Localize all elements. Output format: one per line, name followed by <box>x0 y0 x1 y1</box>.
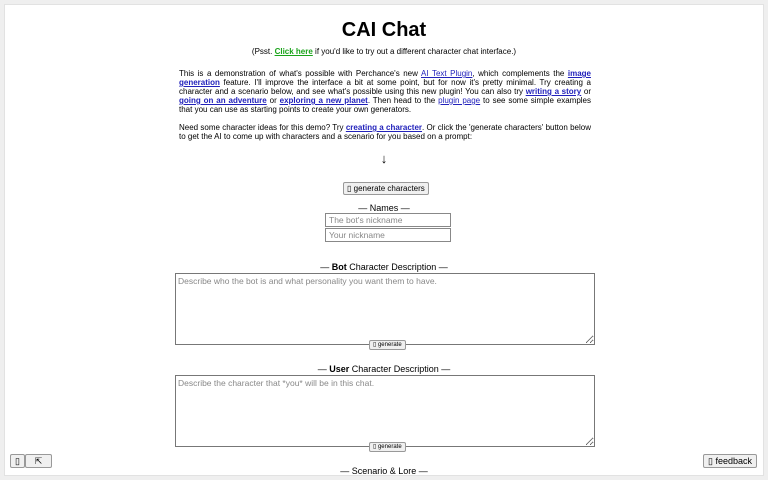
intro-text-segment: This is a demonstration of what's possible with Perchance's new <box>179 69 421 78</box>
user-nickname-input[interactable] <box>325 228 451 242</box>
going-on-an-adventure-link[interactable]: going on an adventure <box>179 96 267 105</box>
creating-a-character-link[interactable]: creating a character <box>345 123 423 132</box>
bot-nickname-input[interactable] <box>325 213 451 227</box>
intro-paragraph-1 <box>179 69 591 114</box>
scenario-lore-label: — Scenario & Lore — <box>340 466 428 476</box>
label-prefix: — <box>320 262 332 272</box>
label-prefix: — <box>317 364 330 374</box>
image-generation-link[interactable]: image generation <box>179 69 591 87</box>
exploring-a-new-planet-link[interactable]: exploring a new planet <box>279 96 368 105</box>
down-arrow-icon: ↓ <box>380 151 388 166</box>
label-suffix: Character Description — <box>346 262 448 272</box>
user-description-textarea[interactable] <box>175 375 595 447</box>
corner-menu-button[interactable]: ▯ <box>10 454 25 468</box>
bot-description-label <box>5 262 763 272</box>
feedback-button[interactable]: ▯ feedback <box>703 454 757 468</box>
click-here-link[interactable]: Click here <box>274 47 313 56</box>
intro-text-segment: . Then head to the <box>367 96 439 105</box>
intro-text-segment: , which complements the <box>472 69 568 78</box>
intro-text-segment: . Or click the 'generate characters' button below to get the AI to come up with characters and a scenario for you based on a prompt: <box>179 123 592 141</box>
psst-prefix: (Psst. <box>251 47 275 56</box>
plugin-page-link[interactable]: plugin page <box>438 96 481 105</box>
names-label: — Names — <box>358 203 410 213</box>
intro-text-segment: feature. I'll improve the interface a bit at some point, but for now it's pretty minimal. Try creating a character and a scenario below, and see what's possible using this new plugin! You can also try <box>179 78 591 96</box>
label-bold: User <box>329 364 350 374</box>
writing-a-story-link[interactable]: writing a story <box>525 87 582 96</box>
generate-characters-button[interactable]: ▯ generate characters <box>343 182 429 195</box>
ai-text-plugin-link[interactable]: AI Text Plugin <box>421 69 473 78</box>
bot-generate-button[interactable]: ▯ generate <box>369 340 406 350</box>
expand-icon[interactable]: ⇱ <box>25 454 52 468</box>
page-container <box>4 4 764 476</box>
psst-suffix: if you'd like to try out a different character chat interface.) <box>312 47 517 56</box>
user-description-label <box>5 364 763 374</box>
intro-text-segment: to see some simple examples that you can use as starting points to create your own generators. <box>179 96 592 114</box>
intro-paragraph-2 <box>179 123 591 141</box>
label-bold: Bot <box>331 262 347 272</box>
psst-note <box>5 47 763 56</box>
intro-text-segment: or <box>266 96 280 105</box>
intro-text-segment: Need some character ideas for this demo? Try <box>179 123 346 132</box>
label-suffix: Character Description — <box>349 364 451 374</box>
bot-description-textarea[interactable] <box>175 273 595 345</box>
page-title: CAI Chat <box>341 19 427 41</box>
intro-text <box>179 69 591 150</box>
user-generate-button[interactable]: ▯ generate <box>369 442 406 452</box>
intro-text-segment: or <box>581 87 591 96</box>
